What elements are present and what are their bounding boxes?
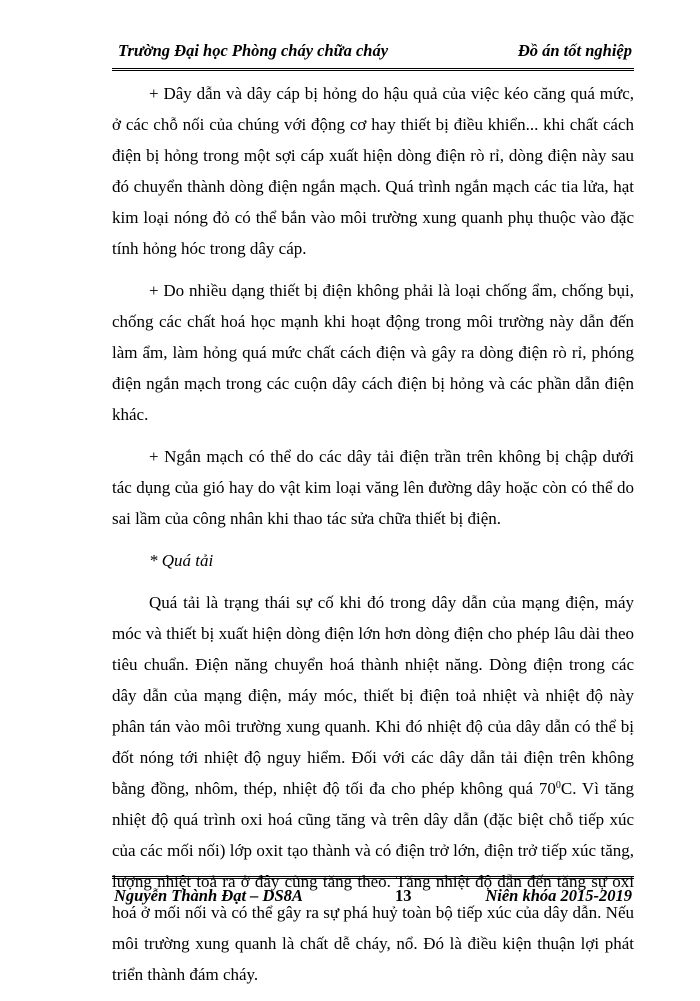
footer-author: Nguyễn Thành Đạt – DS8A bbox=[114, 886, 303, 905]
header-university: Trường Đại học Phòng cháy chữa cháy bbox=[118, 41, 389, 60]
page-number: 13 bbox=[395, 886, 412, 905]
paragraph-overload bbox=[112, 587, 634, 990]
overload-text-part1: Quá tải là trạng thái sự cố khi đó trong dây dẫn của mạng điện, máy móc và thiết bị xuất hiện dòng điện lớn hơn dòng điện cho phép lâu dài theo tiêu chuẩn. Điện năng chuyển hoá thành nhiệt năng. Dòng điện trong các dây dẫn của mạng điện, máy móc, thiết bị điện toả nhiệt và nhiệt độ này phân tán vào môi trường xung quanh. Khi đó nhiệt độ của dây dẫn có thể bị đốt nóng tới nhiệt độ nguy hiểm. Đối với các dây dẫn tải điện trên không bằng đồng, nhôm, thép, nhiệt độ tối đa cho phép không quá 70 bbox=[112, 593, 634, 798]
page-header bbox=[112, 36, 634, 71]
footer-academic-year: Niên khóa 2015-2019 bbox=[485, 886, 632, 905]
page-footer bbox=[112, 876, 634, 909]
header-document-type: Đồ án tốt nghiệp bbox=[517, 41, 632, 60]
paragraph-bare-lines: + Ngắn mạch có thể do các dây tải điện trần trên không bị chập dưới tác dụng của gió hay do vật kim loại văng lên đường dây hoặc còn có thể do sai lầm của công nhân khi thao tác sửa chữa thiết bị điện. bbox=[112, 447, 634, 528]
paragraph-wire-damage: + Dây dẫn và dây cáp bị hỏng do hậu quả của việc kéo căng quá mức, ở các chỗ nối của chúng với động cơ hay thiết bị điều khiển... khi chất cách điện bị hỏng trong một sợi cáp xuất hiện dòng điện rò rỉ, dòng điện này sau đó chuyển thành dòng điện ngắn mạch. Quá trình ngắn mạch các tia lửa, hạt kim loại nóng đỏ có thể bắn vào môi trường xung quanh phụ thuộc vào đặc tính hỏng hóc trong dây cáp. bbox=[112, 84, 634, 258]
paragraph-equipment-types: + Do nhiều dạng thiết bị điện không phải là loại chống ẩm, chống bụi, chống các chất hoá học mạnh khi hoạt động trong môi trường này dẫn đến làm ẩm, làm hỏng quá mức chất cách điện và gây ra dòng điện rò rỉ, phóng điện ngắn mạch trong các cuộn dây cách điện bị hỏng và các phần dẫn điện khác. bbox=[112, 281, 634, 424]
degree-superscript: 0 bbox=[555, 780, 561, 791]
section-heading-overload: * Quá tải bbox=[149, 551, 214, 570]
overload-text-part2: C. Vì tăng nhiệt độ quá trình oxi hoá cũng tăng và trên dây dẫn (đặc biệt chỗ tiếp xúc của các mối nối) lớp oxit tạo thành và có điện trở lớn, điện trở tiếp xúc tăng, lượng nhiệt toả ra ở đây cũng tăng theo. Tăng nhiệt độ dẫn đến tăng sự oxi hoá ở mối nối và có thể gây ra sự phá huỷ toàn bộ tiếp xúc của dây dẫn. Nếu môi trường xung quanh là chất dễ cháy, nổ. Đó là điều kiện thuận lợi phát triển thành đám cháy. bbox=[112, 779, 634, 984]
document-body bbox=[112, 78, 634, 1001]
